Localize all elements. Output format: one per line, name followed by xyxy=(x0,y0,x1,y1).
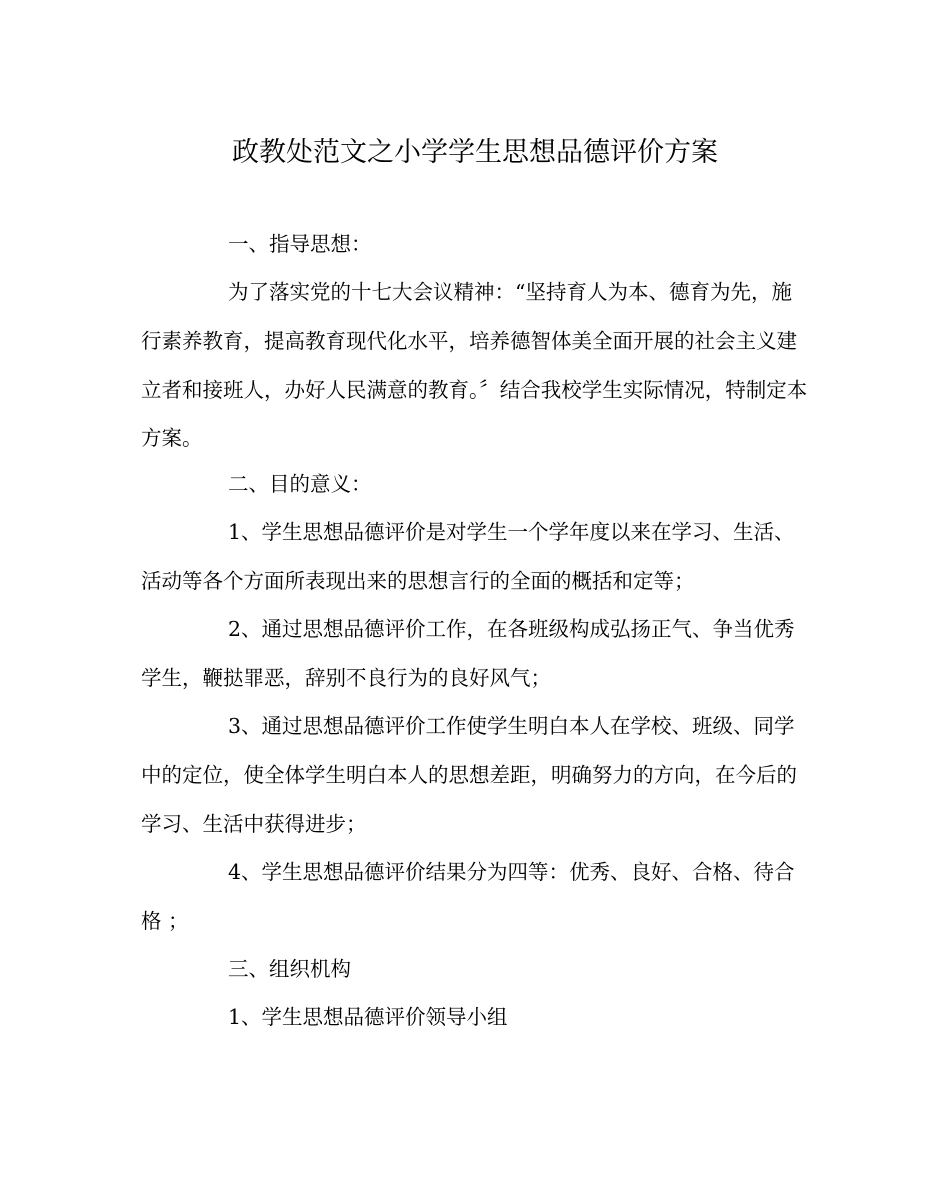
paragraph-objective-3: 3、通过思想品德评价工作使学生明白本人在学校、班级、同学中的定位，使全体学生明白本人的思想差距，明确努力的方向，在今后的学习、生活中获得进步； xyxy=(141,714,797,836)
section-heading-objectives: 二、目的意义： xyxy=(228,472,372,496)
paragraph-objective-4: 4、学生思想品德评价结果分为四等：优秀、良好、合格、待合格 ； xyxy=(141,860,795,933)
paragraph-objective-2: 2、通过思想品德评价工作，在各班级构成弘扬正气、争当优秀学生，鞭挞罪恶，辞别不良行为的良好风气； xyxy=(141,617,795,690)
section-heading-guiding-ideology: 一、指导思想： xyxy=(228,232,372,256)
section-heading-organization: 三、组织机构 xyxy=(228,957,351,981)
paragraph-organization-1: 1、学生思想品德评价领导小组 xyxy=(228,1005,508,1029)
paragraph-objective-1: 1、学生思想品德评价是对学生一个学年度以来在学习、生活、活动等各个方面所表现出来的思想言行的全面的概括和定等； xyxy=(141,520,795,593)
document-title: 政教处范文之小学学生思想品德评价方案 xyxy=(232,137,718,168)
paragraph-purpose-statement: 为了落实党的十七大会议精神：“坚持育人为本、德育为先，施行素养教育，提高教育现代化水平，培养德智体美全面开展的社会主义建立者和接班人，办好人民满意的教育。〞结合我校学生实际情况，特制定本方案。 xyxy=(141,280,808,451)
